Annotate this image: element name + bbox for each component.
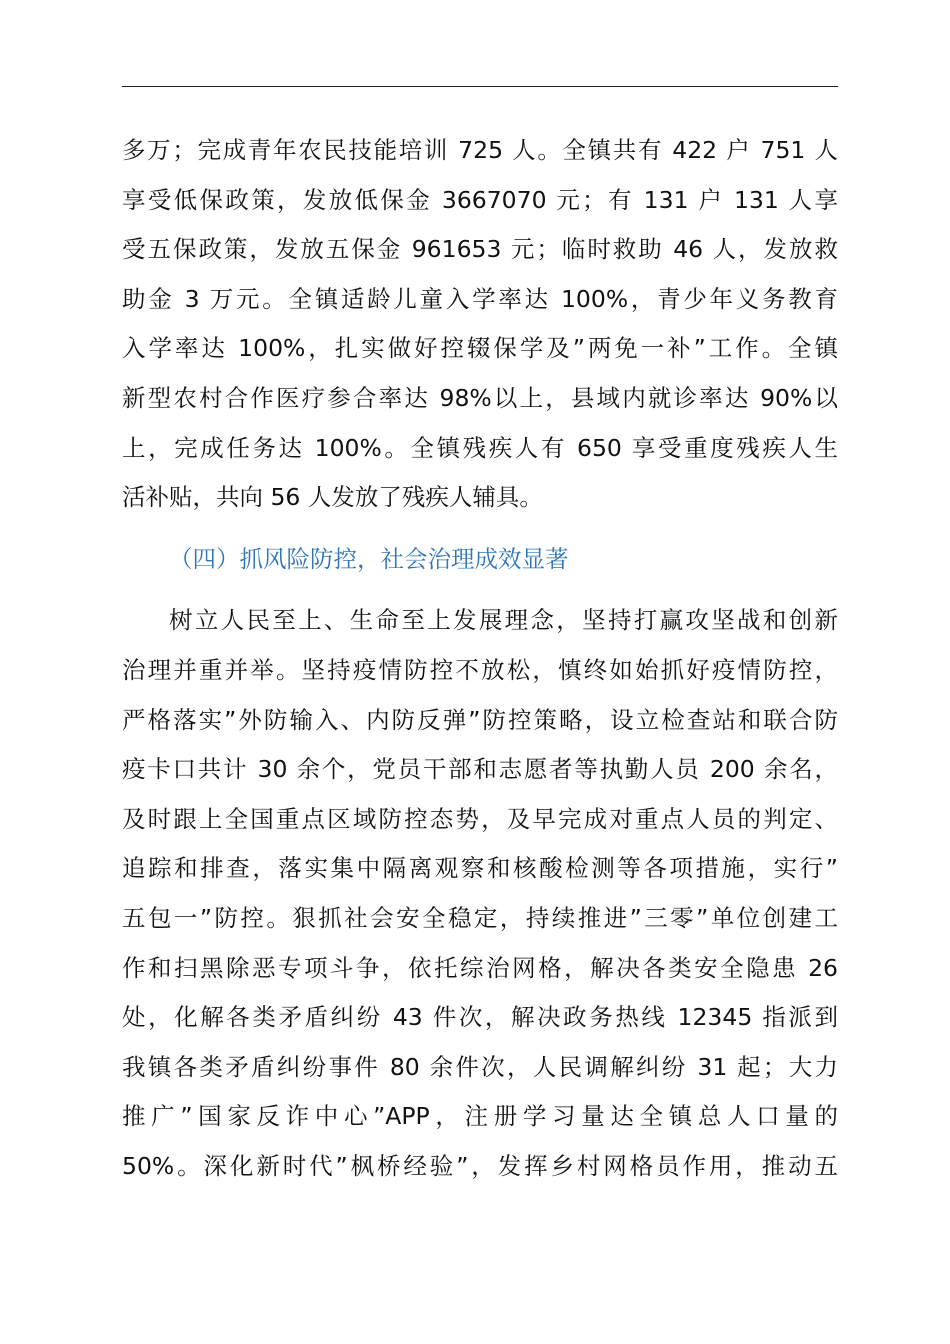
document-body <box>122 126 838 1191</box>
text-line: 50%。深化新时代”枫桥经验”，发挥乡村网格员作用，推动五 <box>122 1151 838 1180</box>
text-line: 新型农村合作医疗参合率达 98%以上，县域内就诊率达 90%以 <box>122 383 838 412</box>
text-line: 受五保政策，发放五保金 961653 元；临时救助 46 人，发放救 <box>122 235 838 264</box>
paragraph-social-security <box>122 126 838 523</box>
text-line: 处，化解各类矛盾纠纷 43 件次，解决政务热线 12345 指派到 <box>122 1003 838 1032</box>
text-line: 追踪和排查，落实集中隔离观察和核酸检测等各项措施，实行” <box>122 854 838 883</box>
text-line: 治理并重并举。坚持疫情防控不放松，慎终如始抓好疫情防控， <box>122 655 838 684</box>
text-line: 及时跟上全国重点区域防控态势，及早完成对重点人员的判定、 <box>122 804 838 833</box>
text-line: 入学率达 100%，扎实做好控辍保学及”两免一补”工作。全镇 <box>122 334 838 363</box>
header-rule <box>122 86 838 87</box>
section-heading: （四）抓风险防控，社会治理成效显著 <box>169 544 569 573</box>
text-line: 上，完成任务达 100%。全镇残疾人有 650 享受重度残疾人生 <box>122 433 838 462</box>
text-line: 推广”国家反诈中心”APP，注册学习量达全镇总人口量的 <box>122 1102 838 1131</box>
text-line: 多万；完成青年农民技能培训 725 人。全镇共有 422 户 751 人 <box>122 136 838 164</box>
text-line: 享受低保政策，发放低保金 3667070 元；有 131 户 131 人享 <box>122 185 838 214</box>
text-line: 助金 3 万元。全镇适龄儿童入学率达 100%，青少年义务教育 <box>122 284 838 313</box>
paragraph-risk-control <box>122 596 838 1191</box>
text-line: 我镇各类矛盾纠纷事件 80 余件次，人民调解纠纷 31 起；大力 <box>122 1052 838 1081</box>
text-line: 作和扫黑除恶专项斗争，依托综治网格，解决各类安全隐患 26 <box>122 953 838 982</box>
text-line: 疫卡口共计 30 余个，党员干部和志愿者等执勤人员 200 余名， <box>122 755 838 784</box>
text-line: 活补贴，共向 56 人发放了残疾人辅具。 <box>122 483 543 512</box>
text-line: 树立人民至上、生命至上发展理念，坚持打赢攻坚战和创新 <box>169 606 838 635</box>
text-line: 严格落实”外防输入、内防反弹”防控策略，设立检查站和联合防 <box>122 705 838 734</box>
text-line: 五包一”防控。狠抓社会安全稳定，持续推进”三零”单位创建工 <box>122 903 838 932</box>
